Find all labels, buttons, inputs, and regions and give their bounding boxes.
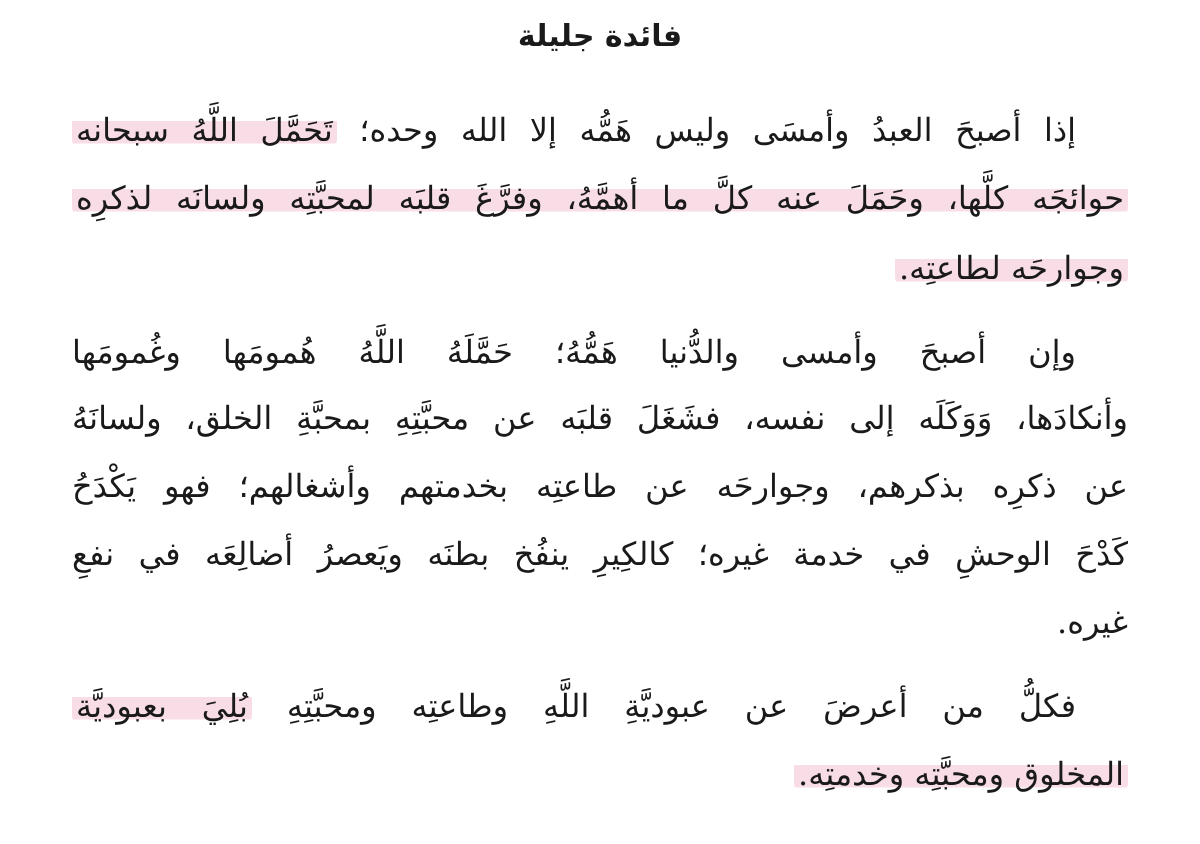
paragraph-2-line-1: وإن أصبحَ وأمسى والدُّنيا هَمُّهُ؛ حَمَّلَهُ اللَّهُ هُمومَها وغُمومَها	[72, 333, 1076, 371]
highlighted-phrase: المخلوق ومحبَّتِه وخدمتِه.	[794, 755, 1128, 793]
paragraph-3-line-2	[72, 742, 1128, 806]
paragraph-2-line-2: وأنكادَها، وَوَكَلَه إلى نفسه، فشَغَلَ قلبَه عن محبَّتِهِ بمحبَّةِ الخلق، ولسانَهُ	[72, 399, 1128, 437]
paragraph-1-line-3	[72, 236, 1128, 300]
paragraph-1-line-2	[72, 166, 1128, 230]
paragraph-3-line-1-text: فكلُّ من أعرضَ عن عبوديَّةِ اللَّهِ وطاعتِه ومحبَّتِهِ	[286, 687, 1077, 725]
paragraph-2-line-4: كَدْحَ الوحشِ في خدمة غيره؛ كالكِيرِ ينفُخ بطنَه ويَعصرُ أضالِعَه في نفعِ	[72, 535, 1128, 573]
highlighted-phrase: تَحَمَّلَ اللَّهُ سبحانه	[72, 111, 337, 149]
paragraph-2-line-5: غيره.	[1057, 603, 1128, 641]
highlighted-phrase: وجوارحَه لطاعتِه.	[895, 249, 1128, 287]
paragraph-1-line-1-text: إذا أصبحَ العبدُ وأمسَى وليس هَمُّه إلا الله وحده؛	[359, 111, 1077, 149]
page-title: فائدة جليلة	[517, 19, 683, 54]
highlighted-phrase: بُلِيَ بعبوديَّة	[72, 687, 252, 725]
paragraph-3-line-1	[72, 674, 1128, 738]
paragraph-2-line-3: عن ذكرِه بذكرهم، وجوارحَه عن طاعتِه بخدمتهم وأشغالهم؛ فهو يَكْدَحُ	[72, 467, 1128, 505]
highlighted-phrase: حوائجَه كلَّها، وحَمَلَ عنه كلَّ ما أهمَّهُ، وفرَّغَ قلبَه لمحبَّتِه ولسانَه لذكرِه	[72, 179, 1128, 217]
paragraph-1-line-1	[72, 98, 1128, 162]
